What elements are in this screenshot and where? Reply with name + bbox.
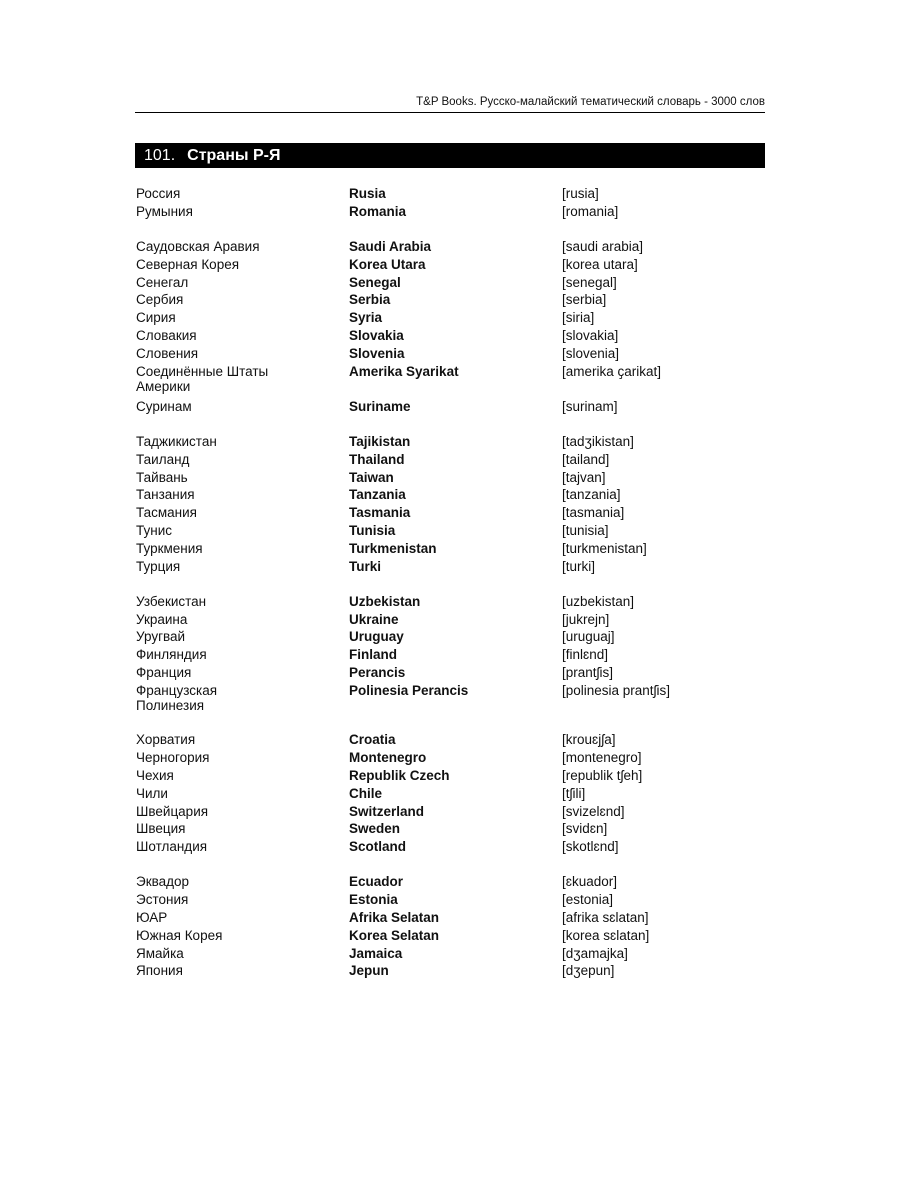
russian-term: Соединённые Штаты Америки [136, 363, 269, 395]
russian-term-cell [136, 274, 349, 292]
malay-term: Turki [349, 558, 382, 574]
malay-term: Saudi Arabia [349, 239, 432, 255]
vocabulary-group [136, 185, 765, 221]
russian-term: Сербия [136, 292, 184, 308]
russian-term-cell [136, 593, 349, 611]
vocabulary-group [136, 238, 765, 415]
russian-term: Саудовская Аравия [136, 239, 260, 255]
russian-term: Узбекистан [136, 593, 207, 609]
russian-term: Танзания [136, 487, 195, 503]
russian-term: Турция [136, 558, 181, 574]
russian-term-cell [136, 628, 349, 646]
malay-term: Thailand [349, 451, 405, 467]
transcription: [siria] [562, 310, 595, 326]
malay-term: Slovenia [349, 345, 405, 361]
russian-term: Финляндия [136, 647, 207, 663]
russian-term: Суринам [136, 398, 192, 414]
vocabulary-row [136, 558, 765, 576]
russian-term: Япония [136, 963, 183, 979]
malay-term: Rusia [349, 186, 386, 201]
vocabulary-row [136, 767, 765, 785]
russian-term-cell [136, 522, 349, 540]
russian-term-cell [136, 469, 349, 487]
malay-term: Ukraine [349, 611, 399, 627]
malay-term: Afrika Selatan [349, 910, 440, 925]
vocabulary-row [136, 945, 765, 963]
transcription: [korea utara] [562, 256, 638, 272]
transcription: [ɛkuador] [562, 874, 617, 890]
vocabulary-row [136, 785, 765, 803]
russian-term: Эквадор [136, 874, 190, 890]
vocabulary-row [136, 256, 765, 274]
russian-term: Хорватия [136, 732, 196, 748]
russian-term-cell [136, 873, 349, 891]
russian-term-cell [136, 611, 349, 629]
malay-term: Uruguay [349, 629, 404, 645]
russian-term: Румыния [136, 203, 193, 219]
vocabulary-row [136, 238, 765, 256]
russian-term-cell [136, 309, 349, 327]
transcription: [surinam] [562, 398, 618, 414]
russian-term-cell [136, 962, 349, 980]
transcription: [estonia] [562, 892, 614, 908]
vocabulary-row [136, 927, 765, 945]
transcription: [rusia] [562, 186, 599, 201]
transcription: [tunisia] [562, 522, 609, 538]
transcription: [svizelɛnd] [562, 803, 625, 819]
transcription: [skotlɛnd] [562, 839, 619, 855]
section-number: 101. [144, 147, 176, 164]
vocabulary-row [136, 203, 765, 221]
vocabulary-row [136, 274, 765, 292]
russian-term: Южная Корея [136, 927, 223, 943]
russian-term: Франция [136, 665, 192, 681]
russian-term-cell [136, 185, 349, 203]
vocabulary-row [136, 433, 765, 451]
transcription: [svidɛn] [562, 821, 608, 837]
russian-term: Северная Корея [136, 256, 240, 272]
russian-term-cell [136, 731, 349, 749]
transcription: [turkmenistan] [562, 540, 647, 556]
malay-term: Suriname [349, 398, 411, 414]
transcription: [polinesia prantʃis] [562, 682, 671, 698]
russian-term-cell [136, 646, 349, 664]
vocabulary-row [136, 363, 765, 395]
malay-term: Tajikistan [349, 433, 411, 449]
transcription: [senegal] [562, 274, 617, 290]
russian-term: Ямайка [136, 945, 184, 961]
russian-term-cell [136, 767, 349, 785]
russian-term: Эстония [136, 892, 189, 908]
russian-term-cell [136, 327, 349, 345]
malay-term: Amerika Syarikat [349, 363, 459, 379]
russian-term-cell [136, 891, 349, 909]
transcription: [serbia] [562, 292, 607, 308]
russian-term: Сенегал [136, 274, 189, 290]
transcription: [montenegro] [562, 750, 642, 766]
transcription: [dʒamajka] [562, 945, 628, 961]
russian-term-cell [136, 540, 349, 558]
malay-term: Polinesia Perancis [349, 682, 469, 698]
transcription: [uruguaj] [562, 629, 615, 645]
russian-term-cell [136, 203, 349, 221]
malay-term: Estonia [349, 892, 398, 908]
transcription: [slovakia] [562, 328, 619, 344]
transcription: [krouɛjʃa] [562, 732, 616, 748]
vocabulary-row [136, 451, 765, 469]
vocabulary-row [136, 345, 765, 363]
russian-term: Таиланд [136, 451, 190, 467]
russian-term: Тайвань [136, 469, 188, 485]
vocabulary-group [136, 873, 765, 980]
russian-term-cell [136, 927, 349, 945]
russian-term-cell [136, 486, 349, 504]
transcription: [tʃili] [562, 785, 586, 801]
russian-term: ЮАР [136, 910, 168, 925]
malay-term: Taiwan [349, 469, 394, 485]
russian-term: Тасмания [136, 505, 197, 521]
malay-term: Perancis [349, 665, 406, 681]
russian-term: Французская Полинезия [136, 682, 218, 714]
malay-term: Republik Czech [349, 767, 450, 783]
transcription: [prantʃis] [562, 665, 614, 681]
transcription: [tanzania] [562, 487, 621, 503]
russian-term: Шотландия [136, 839, 208, 855]
vocabulary-row [136, 873, 765, 891]
malay-term: Slovakia [349, 328, 404, 344]
vocabulary-row [136, 803, 765, 821]
malay-term: Syria [349, 310, 383, 326]
russian-term-cell [136, 451, 349, 469]
vocabulary-group [136, 593, 765, 714]
vocabulary-row [136, 611, 765, 629]
malay-term: Senegal [349, 274, 401, 290]
transcription: [romania] [562, 203, 619, 219]
vocabulary-row [136, 185, 765, 203]
vocabulary-row [136, 731, 765, 749]
russian-term: Черногория [136, 750, 210, 766]
russian-term: Чехия [136, 767, 174, 783]
russian-term-cell [136, 238, 349, 256]
malay-term: Finland [349, 647, 397, 663]
russian-term-cell [136, 558, 349, 576]
vocabulary-row [136, 504, 765, 522]
transcription: [korea sɛlatan] [562, 927, 650, 943]
vocabulary-row [136, 664, 765, 682]
russian-term-cell [136, 504, 349, 522]
transcription: [finlɛnd] [562, 647, 608, 663]
malay-term: Korea Utara [349, 256, 426, 272]
vocabulary-row [136, 593, 765, 611]
malay-term: Tunisia [349, 522, 396, 538]
russian-term: Таджикистан [136, 433, 217, 449]
russian-term: Уругвай [136, 629, 186, 645]
transcription: [saudi arabia] [562, 239, 644, 255]
vocabulary-row [136, 646, 765, 664]
russian-term: Швейцария [136, 803, 209, 819]
transcription: [tailand] [562, 451, 610, 467]
russian-term: Словакия [136, 328, 197, 344]
vocabulary-row [136, 838, 765, 856]
russian-term-cell [136, 345, 349, 363]
russian-term: Сирия [136, 310, 176, 326]
section-title-bar [135, 143, 765, 168]
vocabulary-row [136, 628, 765, 646]
russian-term-cell [136, 945, 349, 963]
vocabulary-row [136, 486, 765, 504]
russian-term: Словения [136, 345, 199, 361]
section-title: Страны Р-Я [187, 147, 281, 164]
malay-term: Scotland [349, 839, 407, 855]
russian-term-cell [136, 433, 349, 451]
transcription: [dʒepun] [562, 963, 615, 979]
russian-term: Туркмения [136, 540, 203, 556]
russian-term: Чили [136, 785, 168, 801]
vocabulary-row [136, 962, 765, 980]
russian-term-cell [136, 909, 349, 927]
vocabulary-row [136, 891, 765, 909]
malay-term: Uzbekistan [349, 593, 421, 609]
vocabulary-row [136, 398, 765, 416]
transcription: [afrika sɛlatan] [562, 910, 649, 925]
russian-term-cell [136, 398, 349, 416]
russian-term-cell [136, 256, 349, 274]
russian-term-cell [136, 820, 349, 838]
russian-term-cell [136, 363, 349, 395]
malay-term: Sweden [349, 821, 401, 837]
russian-term-cell [136, 682, 349, 714]
russian-term-cell [136, 803, 349, 821]
malay-term: Croatia [349, 732, 396, 748]
vocabulary-row [136, 540, 765, 558]
russian-term-cell [136, 749, 349, 767]
vocabulary-row [136, 909, 765, 927]
malay-term: Serbia [349, 292, 391, 308]
malay-term: Tanzania [349, 487, 406, 503]
russian-term: Швеция [136, 821, 186, 837]
russian-term: Украина [136, 611, 188, 627]
vocabulary-list [136, 185, 765, 998]
transcription: [amerika ҫarikat] [562, 363, 662, 379]
malay-term: Switzerland [349, 803, 425, 819]
transcription: [turki] [562, 558, 596, 574]
vocabulary-row [136, 522, 765, 540]
transcription: [republik tʃeh] [562, 767, 643, 783]
vocabulary-row [136, 469, 765, 487]
vocabulary-row [136, 291, 765, 309]
transcription: [slovenia] [562, 345, 620, 361]
malay-term: Chile [349, 785, 383, 801]
transcription: [uzbekistan] [562, 593, 635, 609]
malay-term: Jepun [349, 963, 389, 979]
vocabulary-row [136, 749, 765, 767]
malay-term: Jamaica [349, 945, 403, 961]
vocabulary-row [136, 820, 765, 838]
malay-term: Tasmania [349, 505, 411, 521]
vocabulary-row [136, 682, 765, 714]
vocabulary-group [136, 433, 765, 575]
transcription: [jukrejn] [562, 611, 610, 627]
malay-term: Turkmenistan [349, 540, 437, 556]
russian-term-cell [136, 785, 349, 803]
russian-term: Тунис [136, 522, 172, 538]
malay-term: Montenegro [349, 750, 427, 766]
running-header [135, 95, 765, 113]
russian-term-cell [136, 838, 349, 856]
vocabulary-group [136, 731, 765, 856]
malay-term: Ecuador [349, 874, 404, 890]
transcription: [tajvan] [562, 469, 606, 485]
transcription: [tasmania] [562, 505, 625, 521]
malay-term: Romania [349, 203, 407, 219]
running-title: T&P Books. Русско-малайский тематический словарь - 3000 слов [416, 96, 765, 108]
transcription: [tadʒikistan] [562, 433, 634, 449]
vocabulary-row [136, 309, 765, 327]
russian-term-cell [136, 291, 349, 309]
vocabulary-row [136, 327, 765, 345]
russian-term: Россия [136, 186, 181, 201]
malay-term: Korea Selatan [349, 927, 440, 943]
russian-term-cell [136, 664, 349, 682]
